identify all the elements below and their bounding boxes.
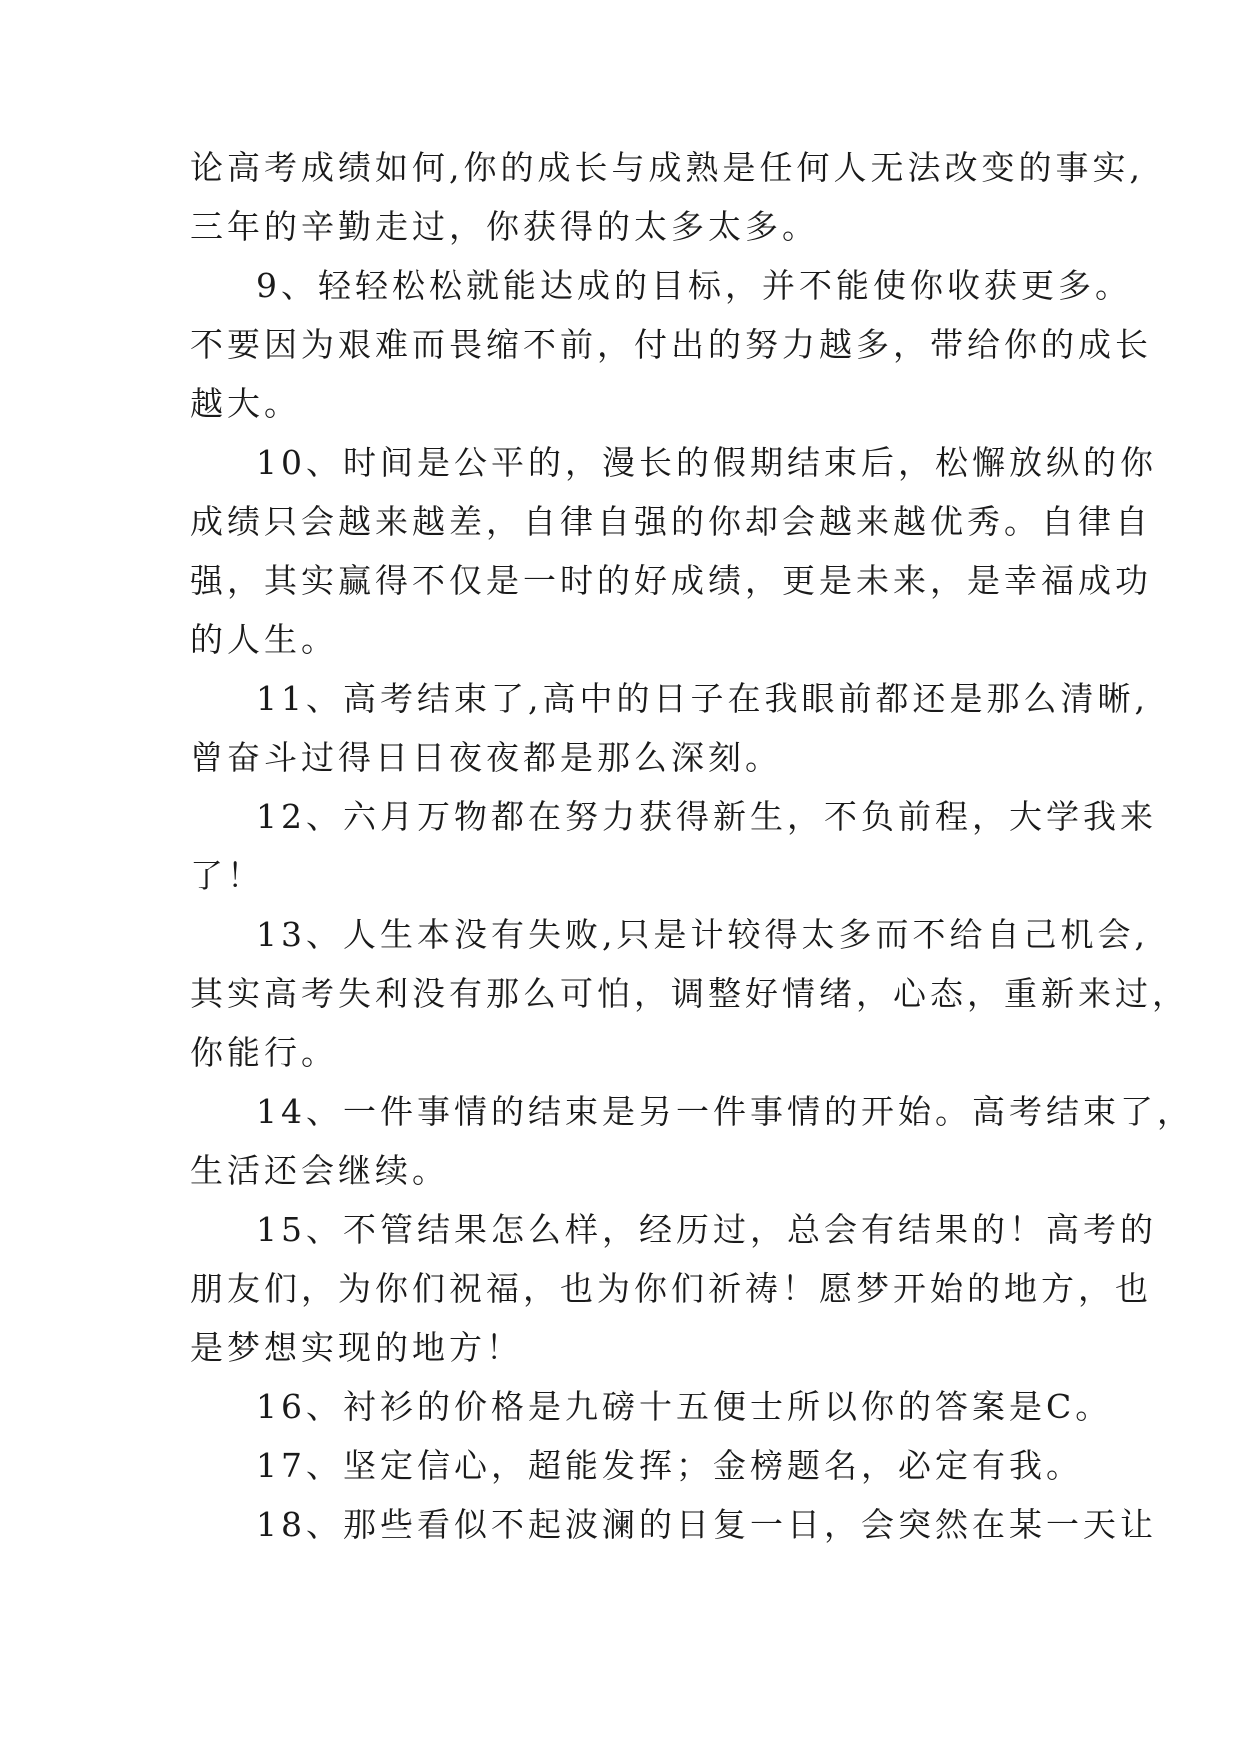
text-line: 曾奋斗过得日日夜夜都是那么深刻。 bbox=[190, 738, 782, 777]
text-line: 14、一件事情的结束是另一件事情的开始。高考结束了， bbox=[256, 1092, 1194, 1131]
text-line: 强，其实赢得不仅是一时的好成绩，更是未来，是幸福成功 bbox=[190, 561, 1152, 600]
text-line: 三年的辛勤走过，你获得的太多太多。 bbox=[190, 207, 819, 246]
text-line: 16、衬衫的价格是九磅十五便士所以你的答案是C。 bbox=[256, 1387, 1113, 1426]
text-line: 论高考成绩如何,你的成长与成熟是任何人无法改变的事实, bbox=[190, 148, 1144, 187]
text-line: 12、六月万物都在努力获得新生，不负前程，大学我来 bbox=[256, 797, 1157, 836]
text-line: 的人生。 bbox=[190, 620, 338, 659]
text-line: 是梦想实现的地方！ bbox=[190, 1328, 523, 1367]
text-line: 其实高考失利没有那么可怕，调整好情绪，心态，重新来过， bbox=[190, 974, 1189, 1013]
text-line: 不要因为艰难而畏缩不前，付出的努力越多，带给你的成长 bbox=[190, 325, 1152, 364]
text-line: 17、坚定信心，超能发挥；金榜题名，必定有我。 bbox=[256, 1446, 1083, 1485]
text-line: 10、时间是公平的，漫长的假期结束后，松懈放纵的你 bbox=[256, 443, 1157, 482]
text-line: 15、不管结果怎么样，经历过，总会有结果的！高考的 bbox=[256, 1210, 1157, 1249]
text-line: 朋友们，为你们祝福，也为你们祈祷！愿梦开始的地方，也 bbox=[190, 1269, 1152, 1308]
text-line: 13、人生本没有失败,只是计较得太多而不给自己机会, bbox=[256, 915, 1149, 954]
text-line: 越大。 bbox=[190, 384, 301, 423]
text-line: 了！ bbox=[190, 856, 264, 895]
text-line: 9、轻轻松松就能达成的目标，并不能使你收获更多。 bbox=[256, 266, 1132, 305]
body-text bbox=[190, 138, 1194, 1554]
text-line: 生活还会继续。 bbox=[190, 1151, 449, 1190]
text-line: 18、那些看似不起波澜的日复一日，会突然在某一天让 bbox=[256, 1505, 1157, 1544]
text-line: 成绩只会越来越差，自律自强的你却会越来越优秀。自律自 bbox=[190, 502, 1152, 541]
text-line: 11、高考结束了,高中的日子在我眼前都还是那么清晰, bbox=[256, 679, 1149, 718]
text-line: 你能行。 bbox=[190, 1033, 338, 1072]
